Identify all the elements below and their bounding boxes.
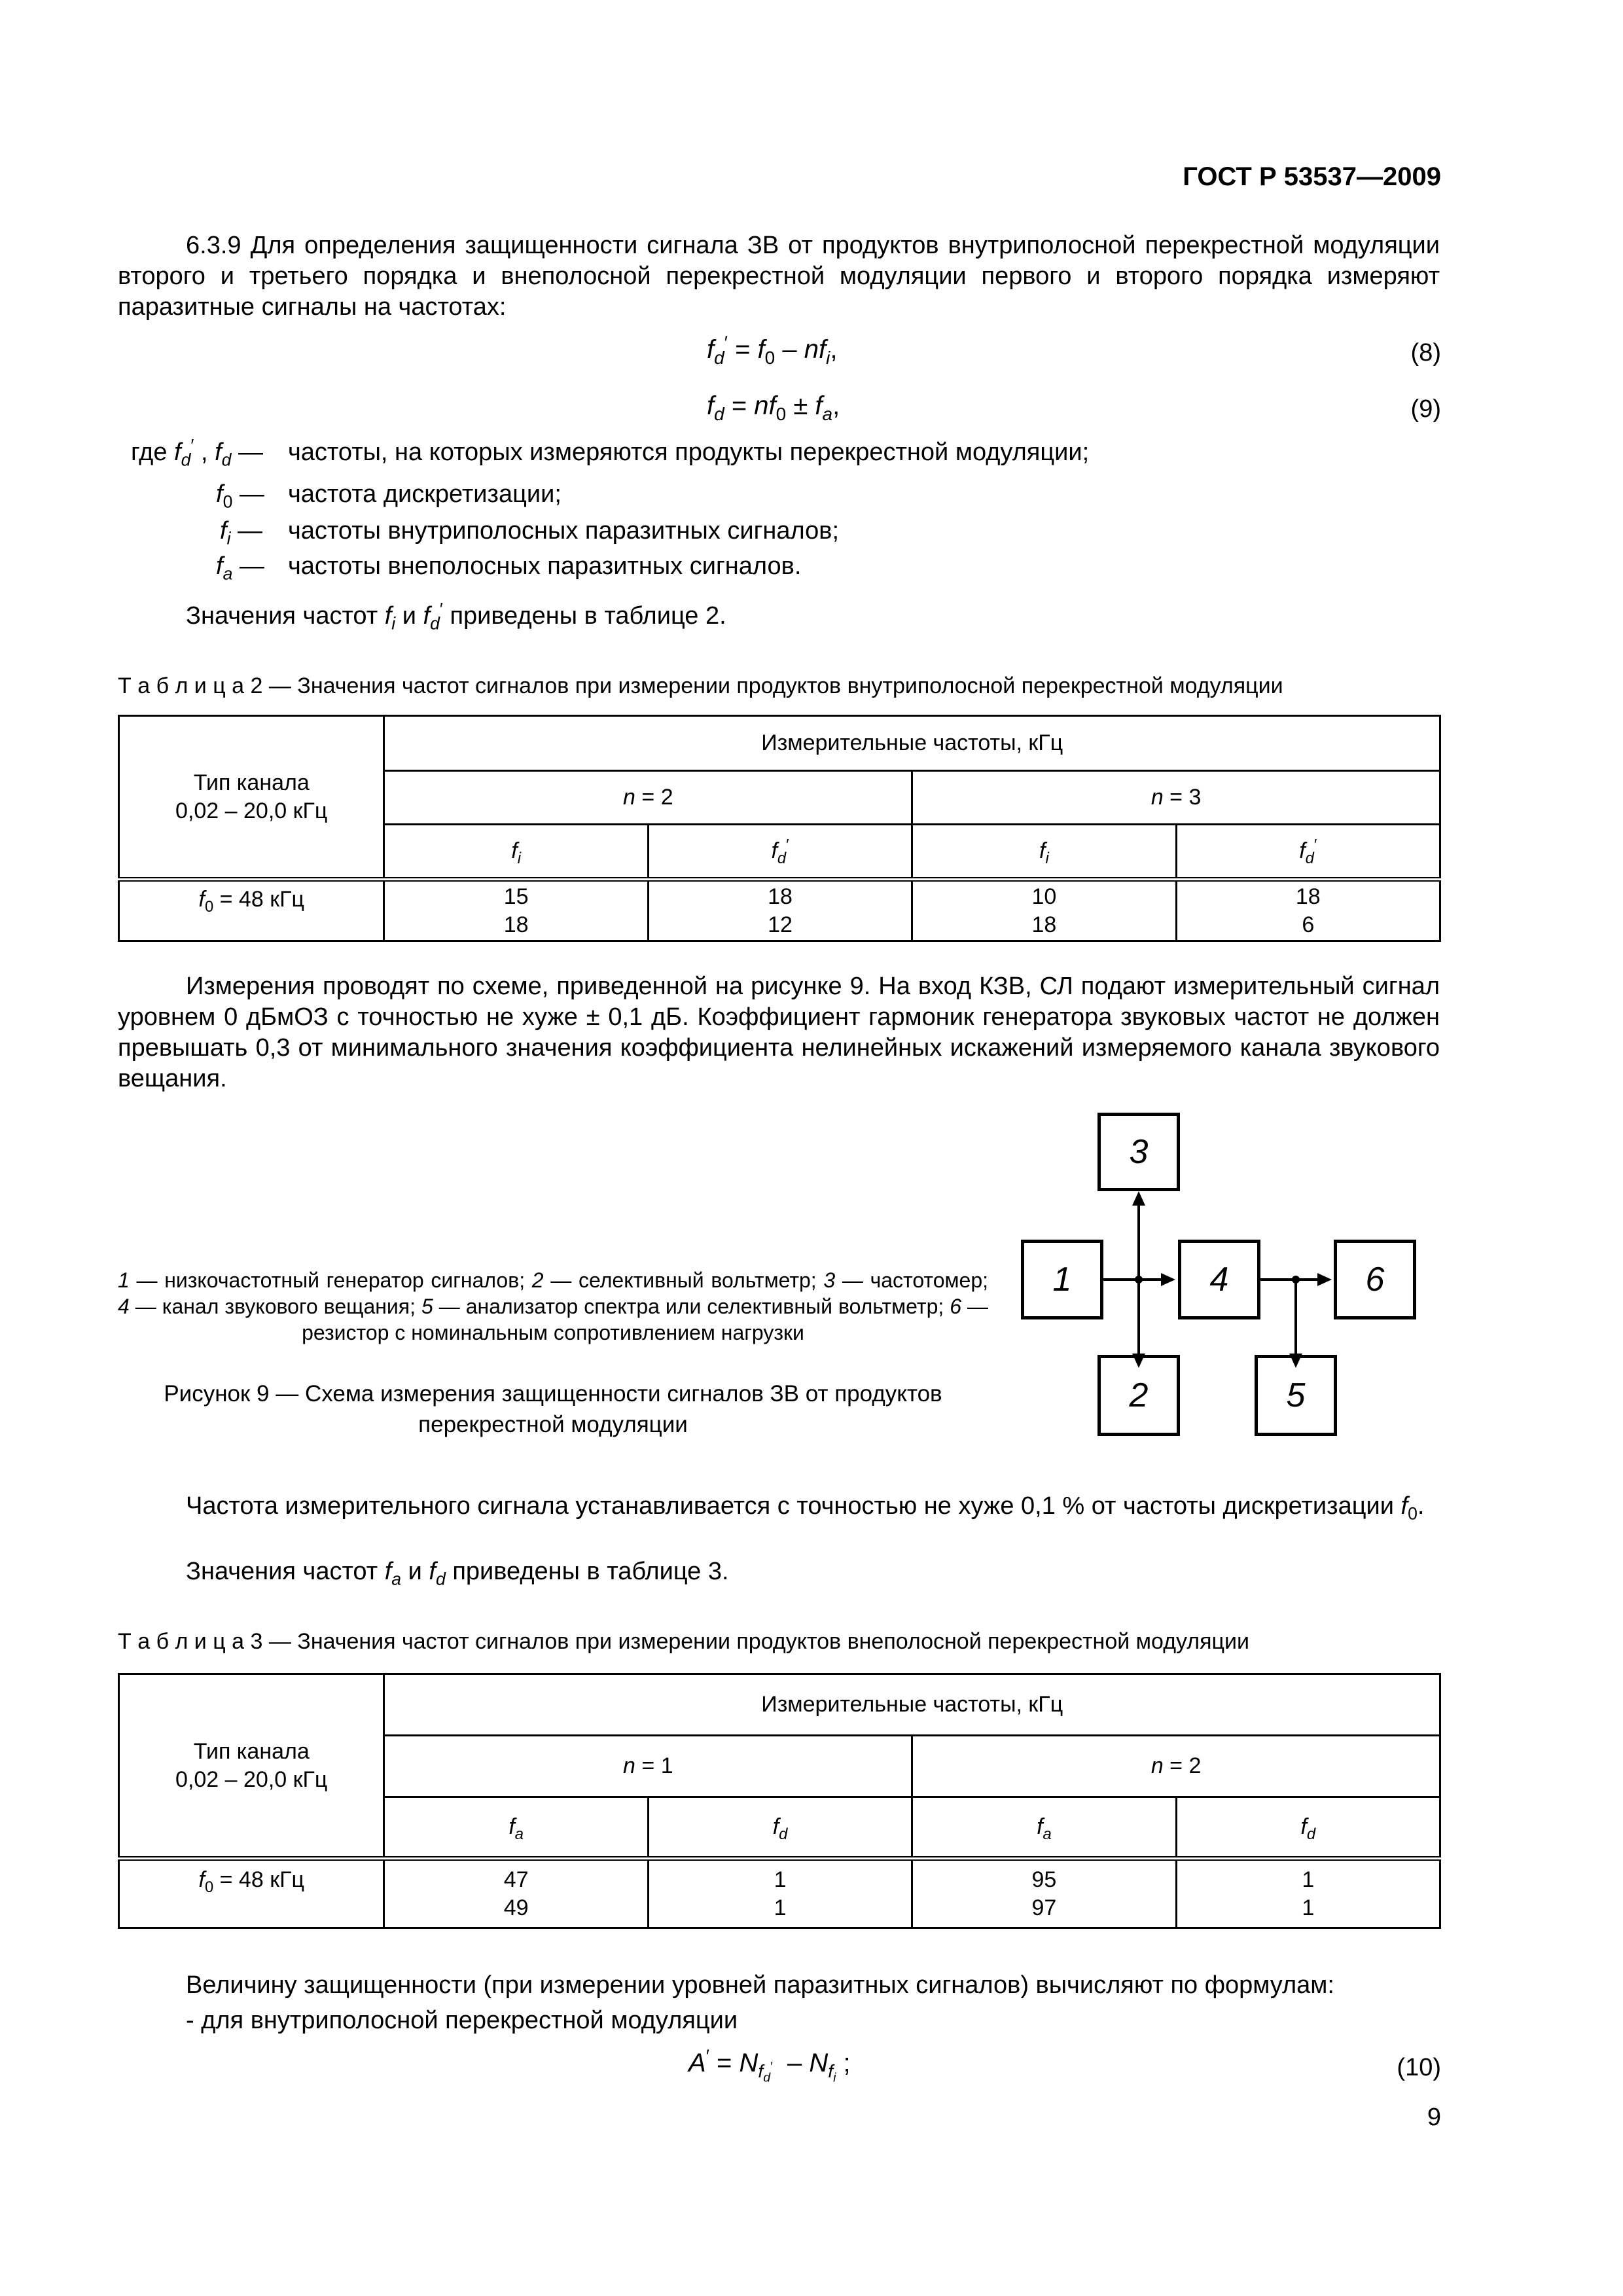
equation-10: $A' = N_{f_d'} - N_{f_i}$ ; (688, 2045, 851, 2085)
junction-dot-2 (1292, 1276, 1300, 1283)
table2 (118, 715, 1441, 942)
equation-9-number: (9) (1410, 395, 1441, 423)
section-6-3-9-paragraph: 6.3.9 Для определения защищенности сигнала ЗВ от продуктов внутриполосной перекрестной модуляции второго и третьего порядка и внеполосной перекрестной модуляции первого и второго порядка измеряют паразитные сигналы на частотах: (118, 232, 1440, 321)
definition-fd-text: частоты, на которых измеряются продукты перекрестной модуляции; (288, 439, 1090, 466)
arrow-head-6 (1317, 1273, 1332, 1286)
table2-cell: 15 18 (384, 880, 648, 941)
table2-cell: 18 12 (648, 880, 912, 941)
equation-9: $f_d = nf_0 \pm f_a$, (707, 391, 840, 424)
definition-fa-text: частоты внеполосных паразитных сигналов. (288, 552, 802, 580)
table-row (119, 880, 1440, 941)
page-number: 9 (1427, 2104, 1441, 2131)
block-3: 3 (1097, 1113, 1180, 1191)
frequency-paragraph: Частота измерительного сигнала устанавливается с точностью не хуже 0,1 % от частоты дискретизации $f_0$. (186, 1492, 1425, 1524)
closing-line-1: Величину защищенности (при измерении уровней паразитных сигналов) вычисляют по формулам: (186, 1971, 1334, 1999)
block-6: 6 (1334, 1240, 1416, 1319)
table2-cell: 10 18 (912, 880, 1176, 941)
table3-n-right: n = 2 (912, 1736, 1440, 1797)
table3-row-label: $f_0 = 48$ кГц (119, 1859, 384, 1928)
block-2: 2 (1097, 1355, 1180, 1436)
values-table3-sentence: Значения частот $f_a$ и $f_d$ приведены в таблице 3. (186, 1558, 729, 1589)
arrow-head-4 (1161, 1273, 1175, 1286)
table2-measuring-header: Измерительные частоты, кГц (384, 716, 1440, 771)
definition-fd: где $f_d'$ , $f_d$ — (131, 435, 263, 470)
table3 (118, 1673, 1441, 1929)
figure9-legend: 1 — низкочастотный генератор сигналов; 2 — селективный вольтметр; 3 — частотомер; 4 — канал звукового вещания; 5 — анализатор спектра или селективный вольтметр; 6 — резистор с номинальным сопротивлением нагрузки (118, 1268, 989, 1344)
table3-cell: 1 1 (1176, 1859, 1440, 1928)
definition-fi-text: частоты внутриполосных паразитных сигналов; (288, 517, 840, 545)
table3-n-left: n = 1 (384, 1736, 912, 1797)
junction-dot (1135, 1276, 1143, 1283)
table3-col-fa: $f_a$ (384, 1797, 648, 1859)
equation-8-number: (8) (1410, 339, 1441, 367)
equation-10-number: (10) (1397, 2054, 1441, 2081)
table3-cell: 47 49 (384, 1859, 648, 1928)
table3-channel-header: Тип канала 0,02 – 20,0 кГц (119, 1674, 384, 1859)
closing-line-2: - для внутриполосной перекрестной модуляции (186, 2007, 738, 2034)
table3-col-fd-2: $f_d$ (1176, 1797, 1440, 1859)
document-number: ГОСТ Р 53537—2009 (1183, 162, 1441, 191)
table2-cell: 18 6 (1176, 880, 1440, 941)
measurement-paragraph: Измерения проводят по схеме, приведенной на рисунке 9. На вход КЗВ, СЛ подают измерительный сигнал уровнем 0 дБмОЗ с точностью не хуже ± 0,1 дБ. Коэффициент гармоник генератора звуковых частот не должен превышать 0,3 от минимального значения коэффициента нелинейных искажений измеряемого канала звукового вещания. (118, 973, 1440, 1092)
arrow-head-3 (1132, 1191, 1145, 1206)
block-1: 1 (1021, 1240, 1103, 1319)
table2-col-fd-2: $f_d'$ (1176, 825, 1440, 880)
table-row (119, 1859, 1440, 1928)
table2-col-fi-2: $f_i$ (912, 825, 1176, 880)
table3-caption: Т а б л и ц а 3 — Значения частот сигналов при измерении продуктов внеполосной перекрестной модуляции (118, 1629, 1250, 1654)
table3-measuring-header: Измерительные частоты, кГц (384, 1674, 1440, 1736)
table2-col-fd: $f_d'$ (648, 825, 912, 880)
table3-col-fd: $f_d$ (648, 1797, 912, 1859)
figure9-caption: Рисунок 9 — Схема измерения защищенности сигналов ЗВ от продуктов перекрестной модуляции (164, 1381, 942, 1437)
definition-f0: $f_0$ — (216, 480, 264, 512)
table3-col-fa-2: $f_a$ (912, 1797, 1176, 1859)
equation-8: $f_d' = f_0 - nf_i$, (707, 332, 838, 368)
definition-f0-text: частота дискретизации; (288, 480, 562, 508)
table2-caption: Т а б л и ц а 2 — Значения частот сигналов при измерении продуктов внутриполосной перекрестной модуляции (118, 673, 1283, 698)
block-4: 4 (1178, 1240, 1260, 1319)
table2-n-left: n = 2 (384, 771, 912, 825)
table3-cell: 95 97 (912, 1859, 1176, 1928)
block-5: 5 (1255, 1355, 1337, 1436)
table2-row-label: $f_0 = 48$ кГц (119, 880, 384, 941)
values-table2-sentence: Значения частот $f_i$ и $f_d'$ приведены в таблице 2. (186, 599, 726, 634)
table3-cell: 1 1 (648, 1859, 912, 1928)
table2-n-right: n = 3 (912, 771, 1440, 825)
table2-channel-header: Тип канала 0,02 – 20,0 кГц (119, 716, 384, 880)
table2-col-fi: $f_i$ (384, 825, 648, 880)
definition-fa: $f_a$ — (216, 552, 264, 584)
definition-fi: $f_i$ — (220, 517, 263, 548)
